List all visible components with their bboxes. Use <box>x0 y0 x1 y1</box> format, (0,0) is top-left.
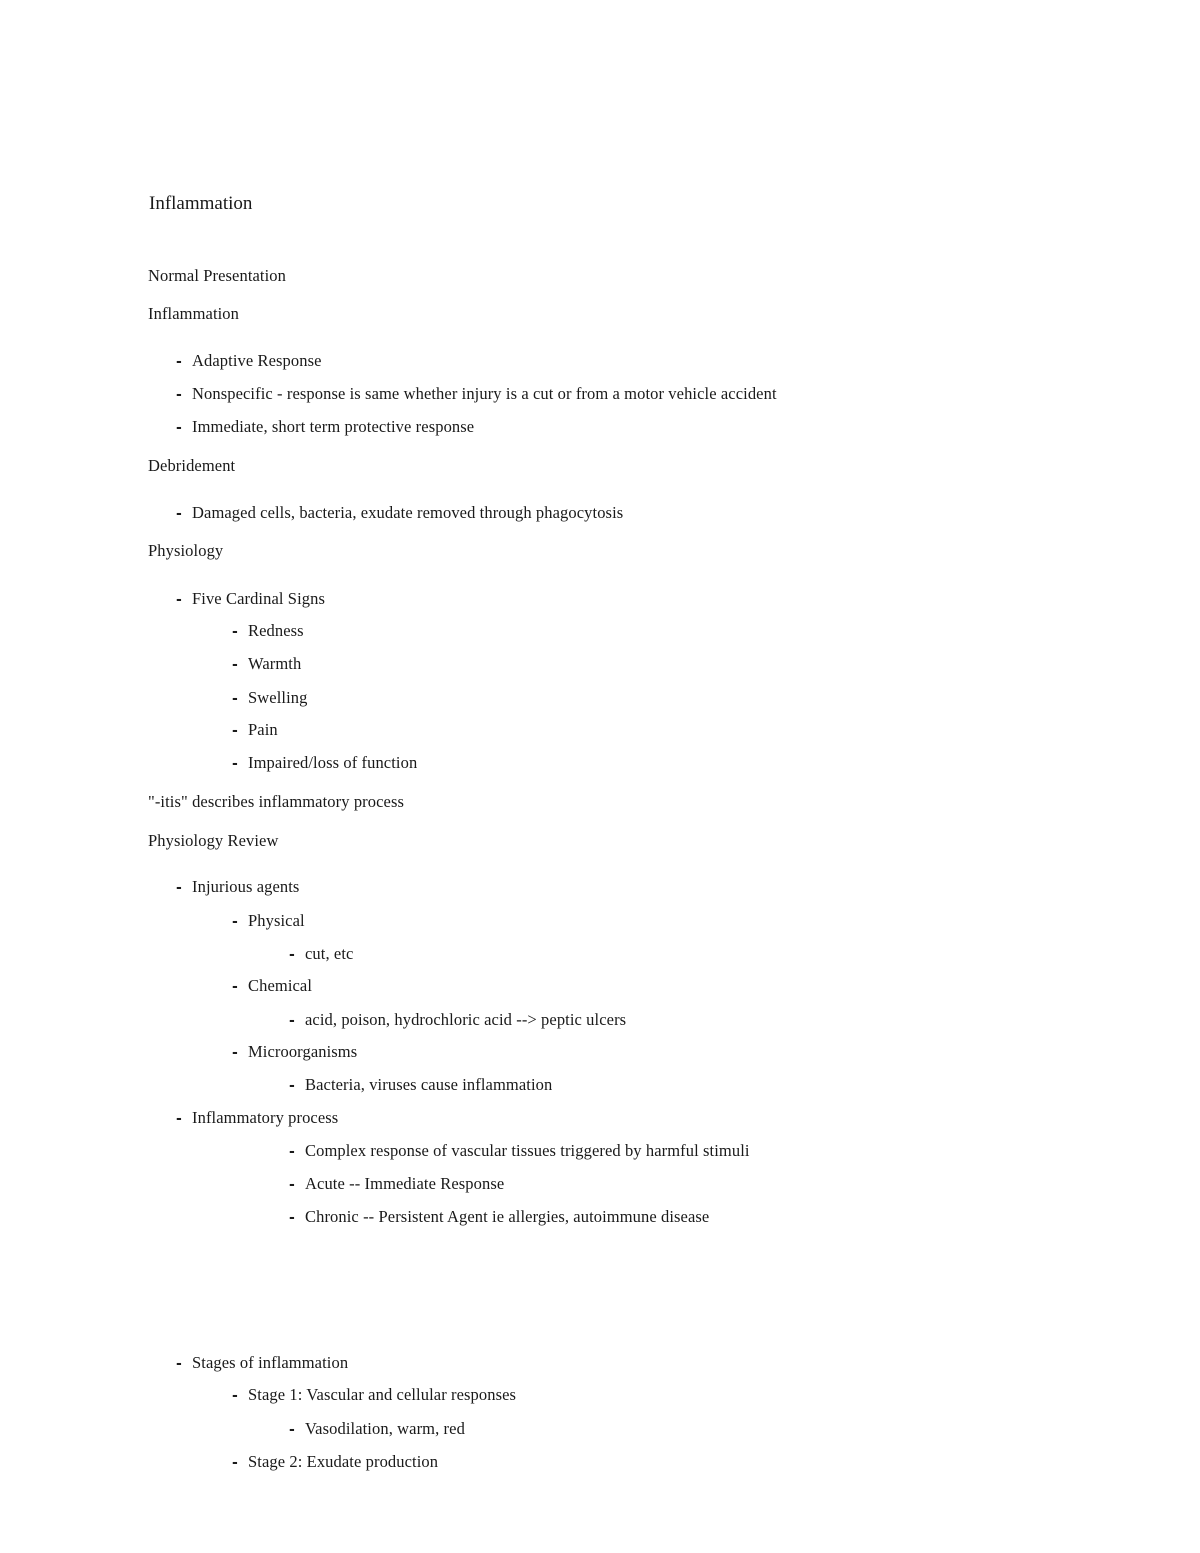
bullet-dash: - <box>232 723 238 739</box>
bullet-dash: - <box>232 756 238 772</box>
list-item: - Acute -- Immediate Response <box>289 1173 504 1196</box>
bullet-dash: - <box>232 691 238 707</box>
document-title: Inflammation <box>149 193 253 214</box>
heading-inflammation: Inflammation <box>148 304 240 323</box>
list-item: - Chronic -- Persistent Agent ie allergies, autoimmune disease <box>289 1206 709 1229</box>
bullet-dash: - <box>232 1388 238 1404</box>
list-item: - Chemical <box>232 975 312 998</box>
bullet-dash: - <box>232 979 238 995</box>
bullet-dash: - <box>176 1356 182 1372</box>
bullet-dash: - <box>289 1013 295 1029</box>
bullet-dash: - <box>232 657 238 673</box>
bullet-dash: - <box>232 914 238 930</box>
list-item: - Physical <box>232 910 305 933</box>
bullet-dash: - <box>176 880 182 896</box>
bullet-dash: - <box>176 592 182 608</box>
bullet-dash: - <box>289 947 295 963</box>
bullet-dash: - <box>289 1210 295 1226</box>
bullet-dash: - <box>176 387 182 403</box>
heading-physiology-review: Physiology Review <box>148 831 279 850</box>
list-item: - Inflammatory process <box>176 1107 338 1130</box>
bullet-dash: - <box>289 1177 295 1193</box>
heading-debridement: Debridement <box>148 456 236 475</box>
bullet-dash: - <box>232 1455 238 1471</box>
heading-normal-presentation: Normal Presentation <box>148 266 286 285</box>
itis-note: "-itis" describes inflammatory process <box>148 792 404 811</box>
list-item: - Adaptive Response <box>176 350 322 373</box>
heading-physiology: Physiology <box>148 541 224 560</box>
bullet-dash: - <box>176 354 182 370</box>
list-item: - Injurious agents <box>176 876 299 899</box>
bullet-dash: - <box>289 1144 295 1160</box>
list-item: - Swelling <box>232 687 307 710</box>
list-item: - Stages of inflammation <box>176 1352 348 1375</box>
bullet-dash: - <box>232 624 238 640</box>
list-item: - Stage 1: Vascular and cellular responses <box>232 1384 516 1407</box>
list-item: - Warmth <box>232 653 301 676</box>
list-item: - Damaged cells, bacteria, exudate removed through phagocytosis <box>176 502 623 525</box>
list-item: - Five Cardinal Signs <box>176 588 325 611</box>
bullet-dash: - <box>176 1111 182 1127</box>
list-item: - Redness <box>232 620 304 643</box>
bullet-dash: - <box>176 420 182 436</box>
list-item: - Microorganisms <box>232 1041 357 1064</box>
list-item: - Immediate, short term protective response <box>176 416 474 439</box>
bullet-dash: - <box>176 506 182 522</box>
list-item: - Nonspecific - response is same whether injury is a cut or from a motor vehicle accident <box>176 383 777 406</box>
list-item: - cut, etc <box>289 943 353 966</box>
list-item: - Bacteria, viruses cause inflammation <box>289 1074 552 1097</box>
bullet-dash: - <box>289 1422 295 1438</box>
list-item: - acid, poison, hydrochloric acid --> peptic ulcers <box>289 1009 626 1032</box>
list-item: - Stage 2: Exudate production <box>232 1451 438 1474</box>
list-item: - Pain <box>232 719 278 742</box>
list-item: - Impaired/loss of function <box>232 752 417 775</box>
list-item: - Complex response of vascular tissues triggered by harmful stimuli <box>289 1140 750 1163</box>
list-item: - Vasodilation, warm, red <box>289 1418 465 1441</box>
bullet-dash: - <box>232 1045 238 1061</box>
bullet-dash: - <box>289 1078 295 1094</box>
